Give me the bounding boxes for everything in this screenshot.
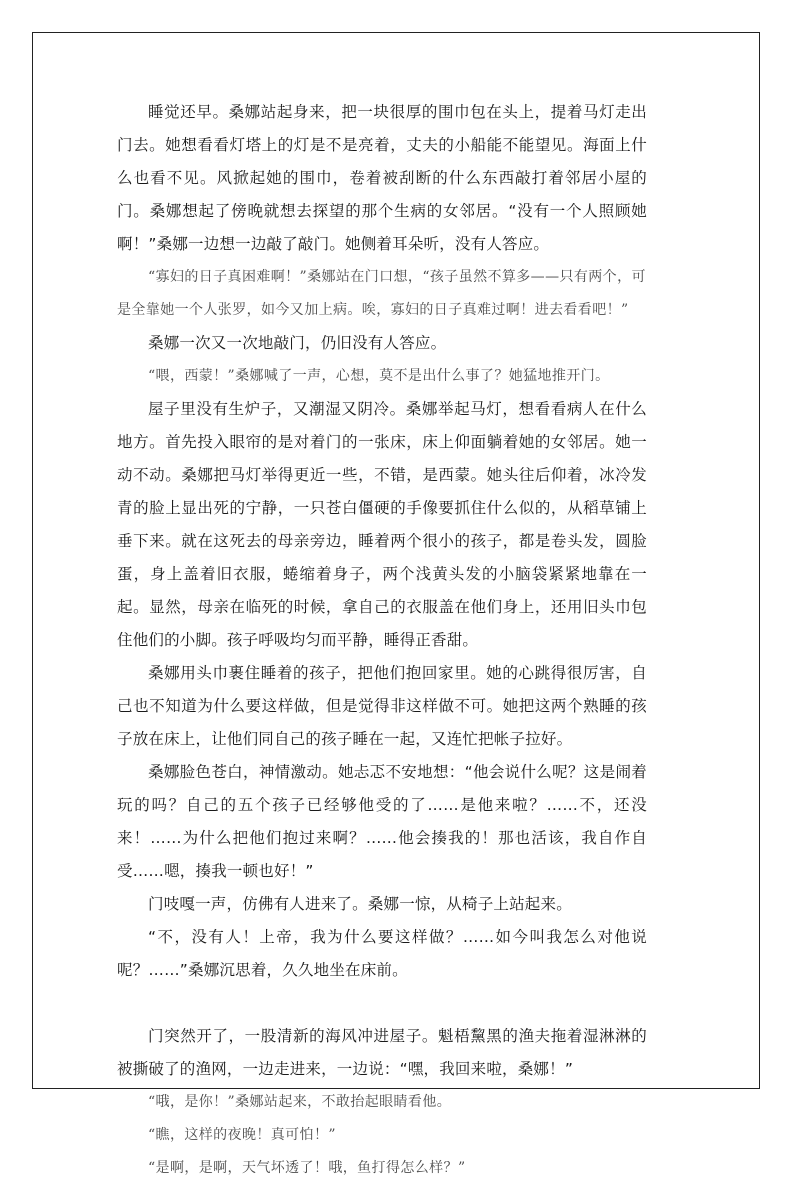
paragraph-8: 门吱嘎一声，仿佛有人进来了。桑娜一惊，从椅子上站起来。 [148, 895, 572, 913]
paragraph-2: “寡妇的日子真困难啊！”桑娜站在门口想，“孩子虽然不算多——只有两个，可是全靠她一个人张罗，如今又加上病。唉，寡妇的日子真难过啊！进去看看吧！” [117, 269, 646, 318]
paragraph-11: “哦，是你！”桑娜站起来，不敢抬起眼睛看他。 [148, 1094, 452, 1110]
paragraph-1: 睡觉还早。桑娜站起身来，把一块很厚的围巾包在头上，提着马灯走出门去。她想看看灯塔上的灯是不是亮着，丈夫的小船能不能望见。海面上什么也看不见。风掀起她的围巾，卷着被刮断的什么东西敲打着邻居小屋的门。桑娜想起了傍晚就想去探望的那个生病的女邻居。“没有一个人照顾她啊！”桑娜一边想一边敲了敲门。她侧着耳朵听，没有人答应。 [117, 103, 647, 253]
paragraph-7: 桑娜脸色苍白，神情激动。她忐忑不安地想：“他会说什么呢？这是闹着玩的吗？自己的五个孩子已经够他受的了……是他来啦？……不，还没来！……为什么把他们抱过来啊？……他会揍我的！那也活该，我自作自受……嗯，揍我一顿也好！” [117, 763, 647, 880]
paragraph-13: “是啊，是啊，天气坏透了！哦，鱼打得怎么样？” [148, 1160, 466, 1176]
section-gap [117, 987, 647, 1020]
paragraph-4: “喂，西蒙！”桑娜喊了一声，心想，莫不是出什么事了？她猛地推开门。 [148, 368, 610, 384]
paragraph-3: 桑娜一次又一次地敲门，仍旧没有人答应。 [148, 334, 447, 352]
paragraph-10: 门突然开了，一股清新的海风冲进屋子。魁梧黧黑的渔夫拖着湿淋淋的被撕破了的渔网，一边走进来，一边说：“嘿，我回来啦，桑娜！” [117, 1027, 647, 1078]
paragraph-6: 桑娜用头巾裹住睡着的孩子，把他们抱回家里。她的心跳得很厉害，自己也不知道为什么要这样做，但是觉得非这样做不可。她把这两个熟睡的孩子放在床上，让他们同自己的孩子睡在一起，又连忙把帐子拉好。 [117, 664, 647, 748]
paragraph-5: 屋子里没有生炉子，又潮湿又阴冷。桑娜举起马灯，想看看病人在什么地方。首先投入眼帘的是对着门的一张床，床上仰面躺着她的女邻居。她一动不动。桑娜把马灯举得更近一些，不错，是西蒙。她头往后仰着，冰冷发青的脸上显出死的宁静，一只苍白僵硬的手像要抓住什么似的，从稻草铺上垂下来。就在这死去的母亲旁边，睡着两个很小的孩子，都是卷头发，圆脸蛋，身上盖着旧衣服，蜷缩着身子，两个浅黄头发的小脑袋紧紧地靠在一起。显然，母亲在临死的时候，拿自己的衣服盖在他们身上，还用旧头巾包住他们的小脚。孩子呼吸均匀而平静，睡得正香甜。 [117, 400, 647, 649]
paragraph-12: “瞧，这样的夜晚！真可怕！” [148, 1127, 336, 1143]
document-body [117, 96, 647, 1185]
paragraph-9: “不，没有人！上帝，我为什么要这样做？……如今叫我怎么对他说呢？……”桑娜沉思着，久久地坐在床前。 [117, 928, 647, 979]
